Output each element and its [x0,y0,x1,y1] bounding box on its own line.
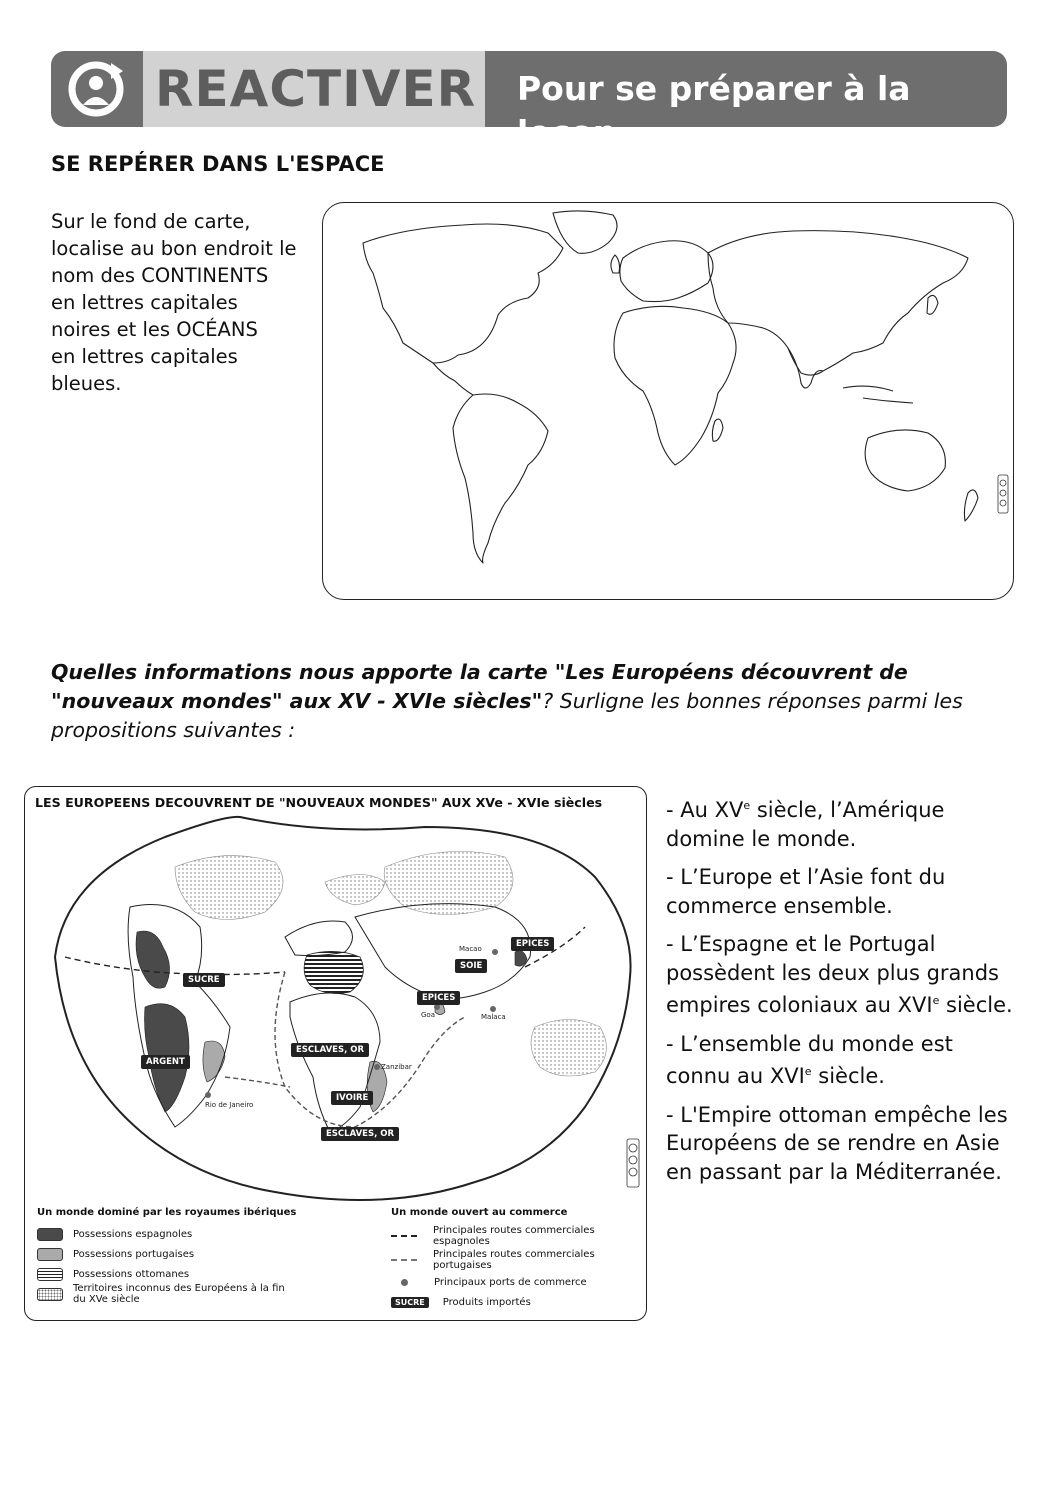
question-text [51,658,1001,745]
legend-heading: Un monde ouvert au commerce [391,1207,568,1218]
japan-outline [927,295,938,314]
instruction-line: noires et les OCÉANS [51,318,258,341]
historical-map-title: LES EUROPEENS DECOUVRENT DE "NOUVEAUX MONDES" AUX XVe - XVIe siècles [35,795,603,810]
legend-label: Possessions portugaises [73,1248,195,1260]
legend-item [391,1224,621,1248]
blank-world-map [322,202,1014,600]
answer-sup: e [932,994,940,1007]
portuguese-route-brazil [225,1077,290,1087]
city-label: Macao [459,945,482,953]
world-outline-map [323,203,1013,599]
australia-outline [865,430,945,491]
instruction-line: nom des CONTINENTS [51,264,269,287]
product-label: IVOIRE [331,1091,373,1105]
product-label: ESCLAVES, OR [291,1043,369,1057]
asia-outline-hist [355,904,531,999]
instruction-line: bleues. [51,372,122,395]
legend-label: Produits importés [442,1296,531,1308]
instruction-line: en lettres capitales [51,291,238,314]
uk-outline [611,255,620,273]
port-zanzibar [374,1064,380,1070]
answer-option[interactable] [666,792,1016,853]
spanish-swatch [37,1228,63,1241]
city-label: Zanzibar [381,1063,412,1071]
legend-label: Possessions espagnoles [73,1228,193,1240]
unknown-north-america [175,856,283,920]
portuguese-possession-brazil [203,1041,225,1082]
legend-item [391,1292,621,1312]
question-rest: ? Surligne les bonnes réponses parmi les propositions suivantes : [51,689,963,742]
license-badge [998,475,1008,513]
legend-item [37,1224,287,1244]
historical-map [24,786,647,1321]
new-zealand-outline [964,490,978,521]
unknown-antarctic [325,875,385,906]
answer-text: siècle, l’Amérique domine le monde. [666,798,945,851]
license-badge-hist [626,1138,640,1188]
south-america-outline [453,394,548,563]
product-label: SOIE [455,959,487,973]
instruction-line: localise au bon endroit le [51,237,297,260]
instruction-text [51,208,321,397]
unknown-australia [531,1020,606,1077]
legend-label: Possessions ottomanes [73,1268,190,1280]
question-bold: Quelles informations nous apporte la carte "Les Européens découvrent de "nouveaux mondes" aux XV - XVIe siècles" [51,660,908,713]
product-label: ESCLAVES, OR [321,1127,399,1141]
ottoman-swatch [37,1268,63,1281]
port-macao [492,949,498,955]
refresh-person-icon [65,61,127,117]
historical-map-drawing [25,787,648,1207]
product-label: ARGENT [141,1055,190,1069]
product-label: SUCRE [183,973,225,987]
legend-item [37,1264,287,1284]
answer-text: - L’Europe et l’Asie font du commerce ensemble. [666,865,946,918]
product-tag: SUCRE [391,1297,429,1308]
legend-label: Principales routes commerciales espagnoles [433,1225,595,1247]
legend-heading: Un monde dominé par les royaumes ibériques [37,1207,297,1218]
instruction-line: en lettres capitales [51,345,238,368]
answer-option[interactable] [666,930,1016,1020]
europe-outline-hist [285,921,353,956]
legend-commerce [391,1207,621,1312]
answer-option[interactable] [666,863,1016,920]
unknown-asia [384,851,513,914]
map-projection-outline [55,817,631,1200]
portuguese-route-line [391,1259,417,1261]
answer-sup: e [743,799,751,812]
asia-outline [708,231,968,375]
answer-text: siècle. [811,1064,885,1088]
port-malaca [490,1006,496,1012]
legend-label: Principales routes commerciales portugaises [433,1249,595,1271]
answer-sup: e [804,1065,812,1078]
answer-text: - L’Espagne et le Portugal possèdent les deux plus grands empires coloniaux au XVI [666,932,999,1017]
answer-text: - L'Empire ottoman empêche les Européens de se rendre en Asie en passant par la Méditerranée. [666,1102,1008,1184]
spanish-possession-central-america [136,931,170,988]
port-rio [205,1092,211,1098]
instruction-line: Sur le fond de carte, [51,210,251,233]
banner-subtitle: Pour se préparer à la leçon [517,69,911,152]
banner-title: REACTIVER [155,60,477,118]
legend-item [391,1248,621,1272]
answer-text: siècle. [939,993,1013,1017]
city-label: Goa [421,1011,435,1019]
header-banner [51,51,1007,152]
unknown-swatch [37,1288,63,1301]
europe-outline [620,241,713,302]
answer-text: - L’ensemble du monde est connu au XVI [666,1031,953,1088]
north-america-outline [363,224,563,363]
africa-outline [614,306,736,465]
answer-option[interactable] [666,1101,1016,1187]
madagascar-outline [712,419,723,441]
india-outline [788,348,823,388]
answer-option[interactable] [666,1030,1016,1091]
spanish-trade-route [65,957,285,975]
ottoman-possession [304,951,363,993]
city-label: Malaca [481,1013,506,1021]
city-label: Rio de Janeiro [205,1101,254,1109]
spanish-route-line [391,1235,417,1237]
answer-list [666,792,1016,1196]
legend-item [391,1272,621,1292]
legend-item [37,1244,287,1264]
port-dot [401,1279,408,1286]
product-label: EPICES [511,937,554,951]
portuguese-swatch [37,1248,63,1261]
indonesia-outline [843,386,913,403]
legend-iberian [37,1207,297,1305]
product-label: EPICES [417,991,460,1005]
africa-outline-hist [290,993,380,1132]
section-heading: SE REPÉRER DANS L'ESPACE [51,152,385,176]
central-america-outline [433,363,473,395]
answer-text: - Au XV [666,798,744,822]
legend-label: Territoires inconnus des Européens à la fin du XVe siècle [73,1283,285,1305]
legend-label: Principaux ports de commerce [434,1276,587,1288]
legend-item [37,1284,287,1304]
